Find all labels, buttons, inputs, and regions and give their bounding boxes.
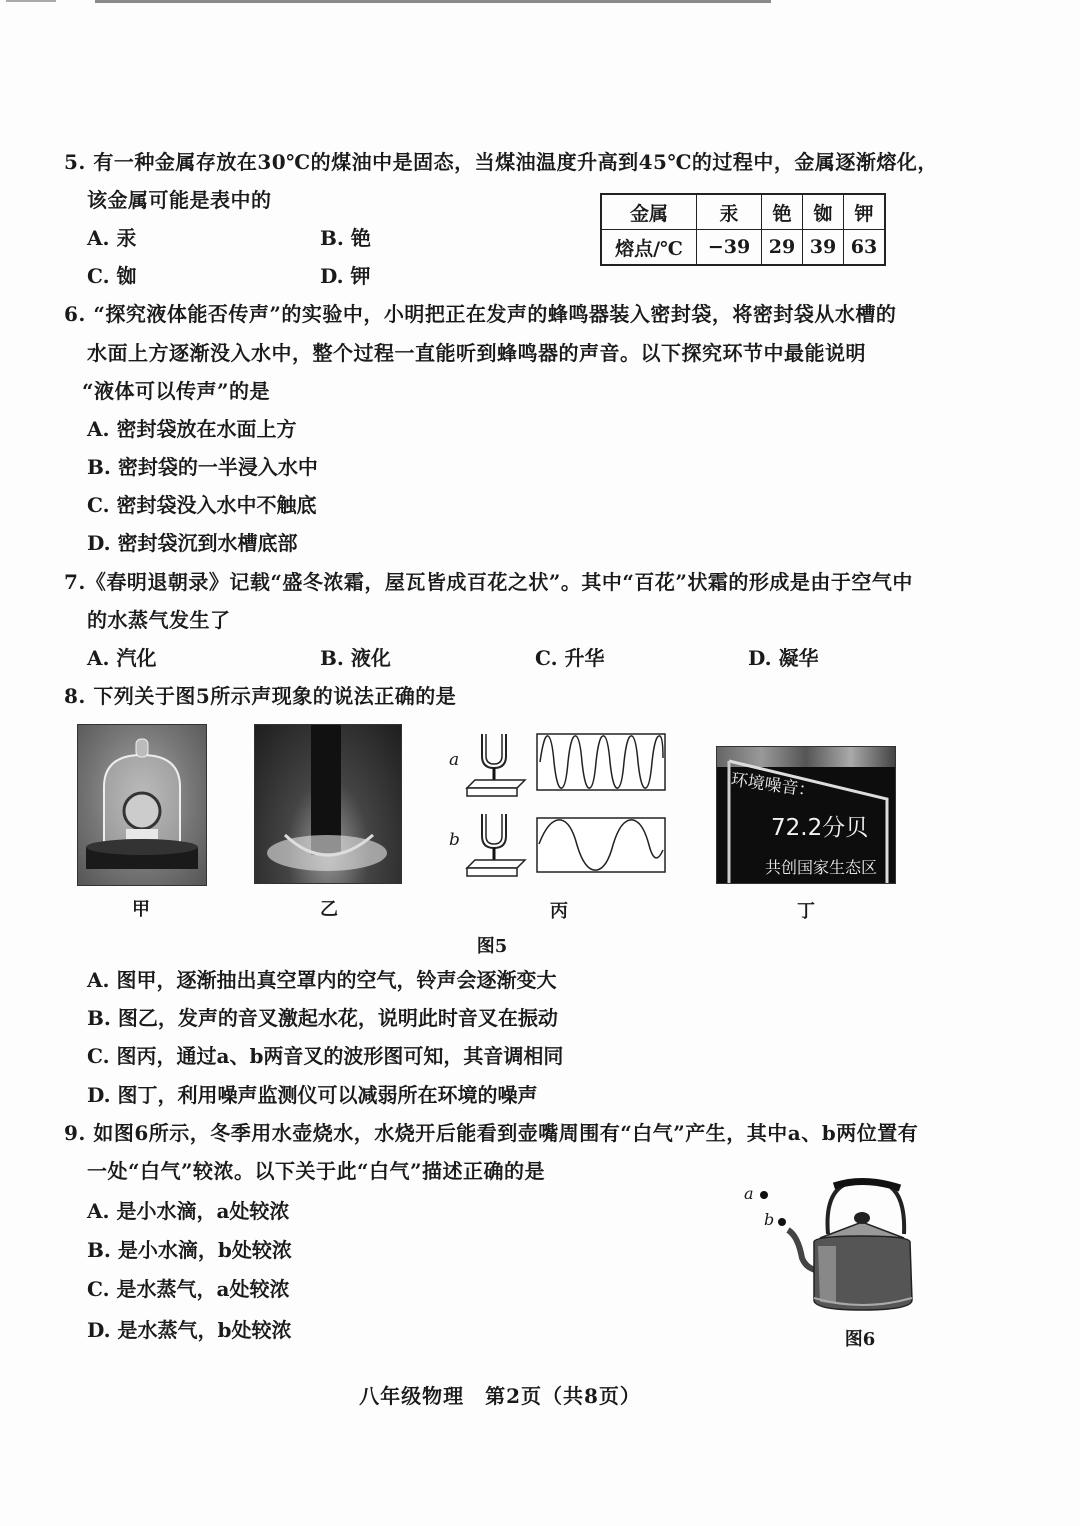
panel-label-bing: 丙 bbox=[550, 901, 568, 922]
q9-stem-line1: 9. 如图6所示，冬季用水壶烧水，水烧开后能看到壶嘴周围有“白气”产生，其中a、b两位置有 bbox=[64, 1121, 919, 1145]
kettle-figure bbox=[740, 1172, 920, 1317]
q9-option-a: A. 是小水滴，a处较浓 bbox=[87, 1199, 290, 1223]
q8-option-a: A. 图甲，逐渐抽出真空罩内的空气，铃声会逐渐变大 bbox=[87, 968, 557, 992]
waveform-diagram bbox=[445, 728, 675, 888]
q7-stem-line2: 的水蒸气发生了 bbox=[87, 608, 231, 632]
sign-decibel-value: 72.2分贝 bbox=[771, 815, 869, 841]
q5-option-a: A. 汞 bbox=[87, 226, 137, 250]
table-header-row bbox=[601, 194, 885, 230]
q7-option-a: A. 汽化 bbox=[87, 646, 157, 670]
q7-option-d: D. 凝华 bbox=[748, 646, 819, 670]
q8-option-c: C. 图丙，通过a、b两音叉的波形图可知，其音调相同 bbox=[87, 1044, 564, 1068]
melting-point-table bbox=[600, 193, 886, 266]
table-cell: 63 bbox=[844, 230, 886, 266]
q8-stem: 8. 下列关于图5所示声现象的说法正确的是 bbox=[64, 684, 457, 708]
q5-stem-line1: 5. 有一种金属存放在30℃的煤油中是固态，当煤油温度升高到45℃的过程中，金属逐渐熔化， bbox=[64, 150, 938, 174]
q6-stem-line2: 水面上方逐渐没入水中，整个过程一直能听到蜂鸣器的声音。以下探究环节中最能说明 bbox=[87, 341, 866, 365]
sign-slogan: 共创国家生态区 bbox=[765, 858, 878, 877]
noise-monitor-photo bbox=[716, 746, 896, 884]
tuning-fork-splash-photo bbox=[254, 724, 402, 884]
q5-option-d: D. 钾 bbox=[320, 264, 371, 288]
q9-option-c: C. 是水蒸气，a处较浓 bbox=[87, 1277, 290, 1301]
table-cell: 汞 bbox=[697, 194, 762, 230]
figure-6-caption: 图6 bbox=[844, 1329, 876, 1350]
q7-option-c: C. 升华 bbox=[535, 646, 605, 670]
q7-option-b: B. 液化 bbox=[320, 646, 391, 670]
top-rule bbox=[95, 0, 771, 3]
page-footer: 八年级物理 第2页（共8页） bbox=[359, 1384, 641, 1408]
q6-stem-line3: “液体可以传声”的是 bbox=[82, 379, 271, 403]
q5-option-b: B. 铯 bbox=[320, 226, 371, 250]
figure-5-caption: 图5 bbox=[476, 936, 508, 957]
q8-option-d: D. 图丁，利用噪声监测仪可以减弱所在环境的噪声 bbox=[87, 1083, 538, 1107]
table-cell: 金属 bbox=[601, 194, 697, 230]
q6-option-c: C. 密封袋没入水中不触底 bbox=[87, 493, 317, 517]
table-cell: 钾 bbox=[844, 194, 886, 230]
q6-option-b: B. 密封袋的一半浸入水中 bbox=[87, 455, 318, 479]
fork-label-b: b bbox=[449, 830, 460, 850]
q9-option-b: B. 是小水滴，b处较浓 bbox=[87, 1238, 292, 1262]
point-label-a: a bbox=[744, 1184, 754, 1203]
scan-edge-line bbox=[6, 0, 56, 2]
q5-option-c: C. 铷 bbox=[87, 264, 137, 288]
table-cell: 熔点/℃ bbox=[601, 230, 697, 266]
panel-label-yi: 乙 bbox=[320, 899, 338, 920]
q9-stem-line2: 一处“白气”较浓。以下关于此“白气”描述正确的是 bbox=[87, 1159, 546, 1183]
table-cell: −39 bbox=[697, 230, 762, 266]
q8-option-b: B. 图乙，发声的音叉激起水花，说明此时音叉在振动 bbox=[87, 1006, 558, 1030]
table-cell: 29 bbox=[762, 230, 803, 266]
table-cell: 铯 bbox=[762, 194, 803, 230]
table-cell: 铷 bbox=[803, 194, 844, 230]
bell-jar-photo bbox=[77, 724, 207, 886]
panel-label-jia: 甲 bbox=[132, 899, 150, 920]
q6-option-a: A. 密封袋放在水面上方 bbox=[87, 417, 297, 441]
q6-stem-line1: 6. “探究液体能否传声”的实验中，小明把正在发声的蜂鸣器装入密封袋，将密封袋从水槽的 bbox=[64, 302, 897, 326]
table-cell: 39 bbox=[803, 230, 844, 266]
sign-title: 环境噪音： bbox=[729, 769, 817, 802]
q5-stem-line2: 该金属可能是表中的 bbox=[87, 188, 272, 212]
table-row bbox=[601, 230, 885, 266]
panel-label-ding: 丁 bbox=[797, 901, 815, 922]
point-label-b: b bbox=[764, 1210, 775, 1229]
q9-option-d: D. 是水蒸气，b处较浓 bbox=[87, 1318, 292, 1342]
fork-label-a: a bbox=[449, 750, 460, 770]
q6-option-d: D. 密封袋沉到水槽底部 bbox=[87, 531, 298, 555]
q7-stem-line1: 7.《春明退朝录》记载“盛冬浓霜，屋瓦皆成百花之状”。其中“百花”状霜的形成是由于空气中 bbox=[64, 570, 913, 594]
